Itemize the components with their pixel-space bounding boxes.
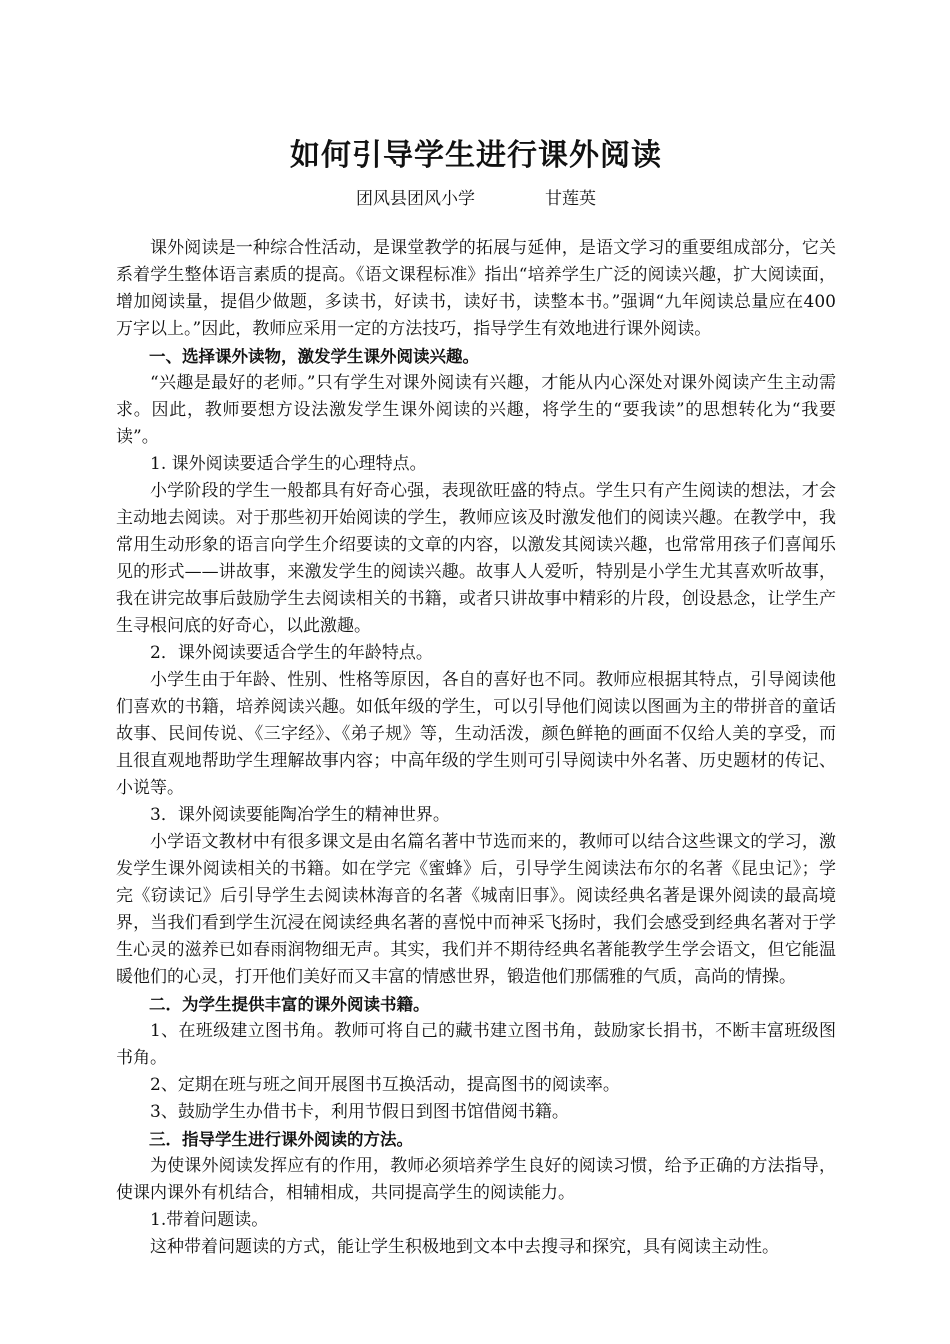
paragraph: “兴趣是最好的老师。”只有学生对课外阅读有兴趣，才能从内心深处对课外阅读产生主动需求。因此，教师要想方设法激发学生课外阅读的兴趣，将学生的“要我读”的思想转化为“我要读”。 bbox=[116, 373, 836, 447]
paragraph: 小学语文教材中有很多课文是由名篇名著中节选而来的，教师可以结合这些课文的学习，激发学生课外阅读相关的书籍。如在学完《蜜蜂》后，引导学生阅读法布尔的名著《昆虫记》；学完《窃读记》后引导学生去阅读林海音的名著《城南旧事》。阅读经典名著是课外阅读的最高境界，当我们看到学生沉浸在阅读经典名著的喜悦中而神采飞扬时，我们会感受到经典名著对于学生心灵的滋养已如春雨润物细无声。其实，我们并不期待经典名著能教学生学会语文，但它能温暖他们的心灵，打开他们美好而又丰富的情感世界，锻造他们那儒雅的气质，高尚的情操。 bbox=[116, 832, 836, 987]
paragraph: 小学阶段的学生一般都具有好奇心强，表现欲旺盛的特点。学生只有产生阅读的想法，才会主动地去阅读。对于那些初开始阅读的学生，教师应该及时激发他们的阅读兴趣。在教学中，我常用生动形象的语言向学生介绍要读的文章的内容，以激发其阅读兴趣，也常常用孩子们喜闻乐见的形式——讲故事，来激发学生的阅读兴趣。故事人人爱听，特别是小学生尤其喜欢听故事，我在讲完故事后鼓励学生去阅读相关的书籍，或者只讲故事中精彩的片段，创设悬念，让学生产生寻根问底的好奇心，以此激趣。 bbox=[116, 481, 836, 636]
byline-school: 团风县团风小学 bbox=[356, 189, 475, 209]
paragraph: 2、定期在班与班之间开展图书互换活动，提高图书的阅读率。 bbox=[150, 1075, 620, 1095]
section-heading: 二．为学生提供丰富的课外阅读书籍。 bbox=[149, 995, 430, 1014]
paragraph: 1、在班级建立图书角。教师可将自己的藏书建立图书角，鼓励家长捐书，不断丰富班级图书角。 bbox=[116, 1021, 836, 1068]
paragraph: 这种带着问题读的方式，能让学生积极地到文本中去搜寻和探究，具有阅读主动性。 bbox=[150, 1237, 779, 1257]
section-heading: 三．指导学生进行课外阅读的方法。 bbox=[149, 1130, 413, 1149]
paragraph: 课外阅读是一种综合性活动，是课堂教学的拓展与延伸，是语文学习的重要组成部分，它关系着学生整体语言素质的提高。《语文课程标准》指出“培养学生广泛的阅读兴趣，扩大阅读面，增加阅读量，提倡少做题，多读书，好读书，读好书，读整本书。”强调“九年阅读总量应在400万字以上。”因此，教师应采用一定的方法技巧，指导学生有效地进行课外阅读。 bbox=[116, 238, 836, 339]
section-heading: 一、选择课外读物，激发学生课外阅读兴趣。 bbox=[149, 347, 479, 366]
subheading: 3．课外阅读要能陶冶学生的精神世界。 bbox=[150, 805, 450, 825]
paragraph: 为使课外阅读发挥应有的作用，教师必须培养学生良好的阅读习惯，给予正确的方法指导，使课内课外有机结合，相辅相成，共同提高学生的阅读能力。 bbox=[116, 1156, 836, 1203]
byline-author: 甘莲英 bbox=[545, 189, 596, 209]
paragraph: 小学生由于年龄、性别、性格等原因，各自的喜好也不同。教师应根据其特点，引导阅读他们喜欢的书籍，培养阅读兴趣。如低年级的学生，可以引导他们阅读以图画为主的带拼音的童话故事、民间传说、《三字经》、《弟子规》等，生动活泼，颜色鲜艳的画面不仅给人美的享受，而且很直观地帮助学生理解故事内容；中高年级的学生则可引导阅读中外名著、历史题材的传记、小说等。 bbox=[116, 670, 836, 798]
document-body bbox=[116, 130, 836, 1261]
subheading: 1. 课外阅读要适合学生的心理特点。 bbox=[150, 454, 427, 474]
byline bbox=[116, 184, 836, 209]
paragraph: 3、鼓励学生办借书卡，利用节假日到图书馆借阅书籍。 bbox=[150, 1102, 569, 1122]
document-title: 如何引导学生进行课外阅读 bbox=[290, 138, 662, 173]
subheading: 2．课外阅读要适合学生的年龄特点。 bbox=[150, 643, 433, 663]
subheading: 1.带着问题读。 bbox=[150, 1210, 269, 1230]
